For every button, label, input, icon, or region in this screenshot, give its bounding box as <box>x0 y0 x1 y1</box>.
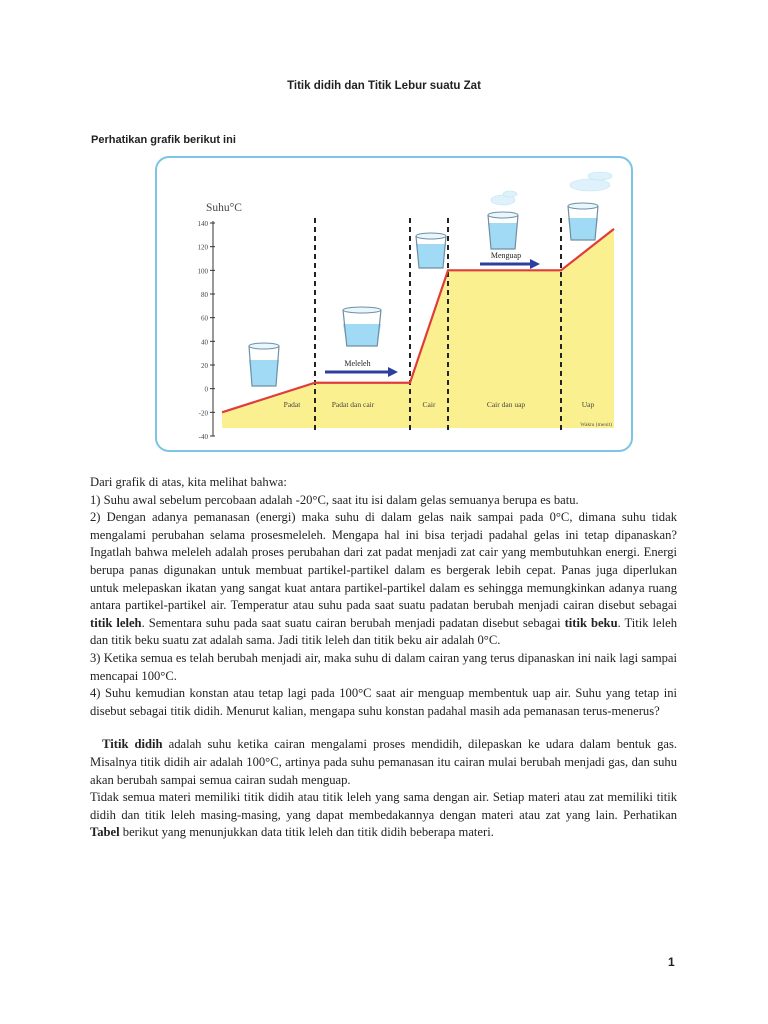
steam-icon <box>588 172 612 180</box>
steam-icon <box>503 191 517 197</box>
glass-boiling <box>488 212 518 249</box>
paragraph-5: Titik didih adalah suhu ketika cairan mengalami proses mendidih, dilepaskan ke udara dalam bentuk gas. Misalnya titik didih air adalah 100°C, artinya pada suhu pemanasan itu cairan mulai berubah menjadi gas, dan suhu akan berubah sampai semua cairan sudah menguap. <box>90 737 678 787</box>
page-number: 1 <box>668 955 675 969</box>
glass-liquid <box>568 218 598 240</box>
x-axis-label: Waktu (menit) <box>580 422 612 428</box>
glass-liquid <box>488 223 518 249</box>
phase-label: Uap <box>581 400 595 409</box>
body-text <box>90 474 677 842</box>
term-tabel: Tabel <box>90 825 120 840</box>
y-tick-label: 20 <box>201 362 208 370</box>
glass-liquid-water <box>416 233 446 268</box>
glass-rim <box>488 212 518 218</box>
glass-melting <box>343 307 381 346</box>
glass-liquid <box>249 360 279 386</box>
page-title: Titik didih dan Titik Lebur suatu Zat <box>287 80 481 92</box>
y-tick-label: 100 <box>197 267 208 276</box>
paragraph-intro: Dari grafik di atas, kita melihat bahwa: <box>90 475 287 489</box>
y-tick-label: -40 <box>198 433 208 441</box>
phase-change-chart <box>0 0 768 470</box>
glass-rim <box>568 203 598 209</box>
glass-rim <box>249 343 279 349</box>
paragraph-1: 1) Suhu awal sebelum percobaan adalah -20°C, saat itu isi dalam gelas semuanya berupa es batu. <box>90 492 579 507</box>
y-tick-label: 80 <box>201 291 208 299</box>
phase-label: Padat <box>283 400 301 409</box>
intro-text: Perhatikan grafik berikut ini <box>91 134 236 146</box>
y-tick-label: 60 <box>201 314 208 323</box>
y-tick-label: 120 <box>197 243 208 252</box>
paragraph-2: 2) Dengan adanya pemanasan (energi) maka suhu di dalam gelas naik sampai pada 0°C, dimana suhu tidak mengalami perubahan selama prosesmeleleh. Mengapa hal ini bisa terjadi padahal gelas ini tetap dipanaskan? Ingatlah bahwa meleleh adalah proses perubahan dari zat padat menjadi zat cair yang membutuhkan energi. Energi berupa panas digunakan untuk membuat partikel-partikel dalam es bergerak lebih cepat. Panas juga diperlukan untuk melepaskan ikatan yang sangat kuat antara partikel-partikel dalam es sehingga memungkinkan adanya ruang antara partikel-partikel air. Temperatur atau suhu pada saat suatu padatan berubah menjadi cairan disebut sebagai titik leleh. Sementara suhu pada saat suatu cairan berubah menjadi padatan disebut sebagai titik beku. Titik leleh dan titik beku suatu zat adalah sama. Jadi titik leleh dan titik beku air adalah 0°C. <box>90 510 677 648</box>
paragraph-4: 4) Suhu kemudian konstan atau tetap lagi pada 100°C saat air menguap membentuk uap air. Suhu yang tetap ini disebut sebagai titik didih. Menurut kalian, mengapa suhu konstan padahal masih ada pemanasan terus-menerus? <box>90 686 677 718</box>
glass-vapor <box>568 203 598 240</box>
annotation-meleleh-label: Meleleh <box>344 359 371 368</box>
annotation-meleleh-arrowhead <box>388 367 398 377</box>
paragraph-3: 3) Ketika semua es telah berubah menjadi air, maka suhu di dalam cairan yang terus dipanaskan ini naik lagi sampai mencapai 100°C. <box>90 650 677 683</box>
phase-label: Cair dan uap <box>486 400 526 409</box>
y-tick-label: 140 <box>197 220 208 228</box>
glass-rim <box>416 233 446 239</box>
glass-rim <box>343 307 381 313</box>
term-titik-leleh: titik leleh <box>90 615 142 630</box>
phase-label: Padat dan cair <box>331 400 375 409</box>
phase-label: Cair <box>422 400 436 409</box>
y-tick-label: 40 <box>201 338 208 347</box>
y-axis-label: Suhu°C <box>206 202 242 214</box>
annotation-menguap-label: Menguap <box>490 251 522 260</box>
glass-ice <box>249 343 279 386</box>
glass-liquid <box>416 244 446 268</box>
y-tick-label: -20 <box>198 409 208 418</box>
paragraph-6: Tidak semua materi memiliki titik didih atau titik leleh yang sama dengan air. Setiap materi atau zat memiliki titik didih dan titik leleh masing-masing, yang dapat membedakannya dengan materi atau zat yang lain. Perhatikan Tabel berikut yang menunjukkan data titik leleh dan titik didih beberapa materi. <box>90 790 677 840</box>
glass-liquid <box>343 324 381 346</box>
y-tick-label: 0 <box>204 385 208 394</box>
annotation-menguap-arrowhead <box>530 259 540 269</box>
term-titik-didih: Titik didih <box>102 737 163 752</box>
term-titik-beku: titik beku <box>564 615 618 630</box>
steam-icon <box>570 179 610 191</box>
